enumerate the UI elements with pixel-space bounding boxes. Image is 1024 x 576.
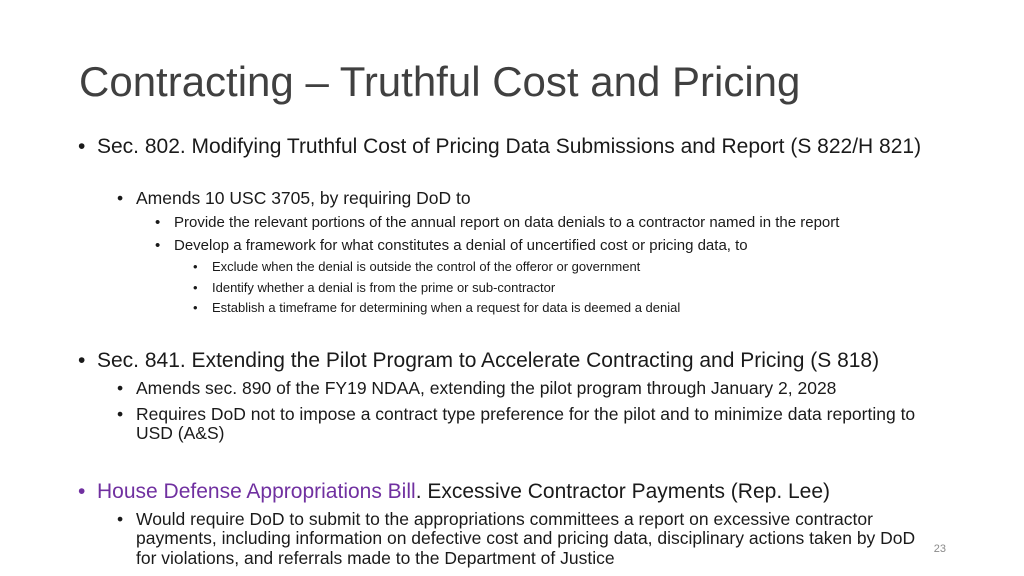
bullet-dot-icon: • — [155, 237, 161, 254]
page-number: 23 — [933, 543, 946, 555]
section-802-detail-text: Establish a timeframe for determining when a request for data is deemed a denial — [212, 300, 681, 315]
section-802-detail — [193, 259, 972, 274]
appropriations-bill-link[interactable]: House Defense Appropriations Bill — [97, 480, 416, 503]
bullet-dot-icon: • — [117, 378, 124, 398]
section-802-detail — [193, 280, 972, 295]
bullet-dot-icon: • — [155, 214, 161, 231]
appropriations-item-text: Would require DoD to submit to the appropriations committees a report on excessive contractor payments, including information on defective cost and pricing data, disciplinary actions taken by DoD for violations, and referrals made to the Department of Justice — [136, 509, 916, 568]
section-802-item — [117, 188, 956, 208]
bullet-dot-icon: • — [193, 259, 198, 274]
section-802-subitem-text: Develop a framework for what constitutes a denial of uncertified cost or pricing data, to — [174, 237, 748, 254]
section-802-subitem — [155, 237, 974, 255]
slide-title: Contracting – Truthful Cost and Pricing — [79, 58, 801, 105]
section-802-item-text: Amends 10 USC 3705, by requiring DoD to — [136, 188, 471, 208]
appropriations-heading-rest: . Excessive Contractor Payments (Rep. Lee) — [415, 480, 831, 503]
section-841-heading: Sec. 841. Extending the Pilot Program to Accelerate Contracting and Pricing (S 818) — [97, 349, 880, 372]
bullet-dot-icon: • — [78, 135, 86, 158]
section-802-heading: Sec. 802. Modifying Truthful Cost of Pricing Data Submissions and Report (S 822/H 821) — [97, 135, 922, 158]
section-841-item-text: Amends sec. 890 of the FY19 NDAA, extending the pilot program through January 2, 2028 — [136, 378, 837, 398]
section-802-detail-text: Identify whether a denial is from the prime or sub-contractor — [212, 280, 556, 295]
section-802-subitem — [155, 214, 974, 232]
appropriations-bullet — [78, 480, 987, 503]
section-802-detail — [193, 300, 972, 315]
appropriations-item — [117, 509, 926, 568]
bullet-dot-icon: • — [117, 509, 124, 529]
section-802-subitem-text: Provide the relevant portions of the annual report on data denials to a contractor named in the report — [174, 214, 840, 231]
bullet-dot-icon: • — [193, 300, 198, 315]
section-802-bullet — [78, 135, 967, 158]
section-841-item — [117, 378, 946, 398]
section-841-bullet — [78, 349, 987, 372]
bullet-dot-icon: • — [193, 280, 198, 295]
bullet-dot-icon: • — [117, 188, 124, 208]
section-802-detail-text: Exclude when the denial is outside the control of the offeror or government — [212, 259, 641, 274]
bullet-dot-icon: • — [78, 349, 86, 372]
section-841-item-text: Requires DoD not to impose a contract type preference for the pilot and to minimize data reporting to USD (A&S) — [136, 404, 916, 444]
bullet-dot-icon: • — [78, 480, 86, 503]
bullet-dot-icon: • — [117, 404, 124, 424]
section-841-item — [117, 404, 926, 444]
